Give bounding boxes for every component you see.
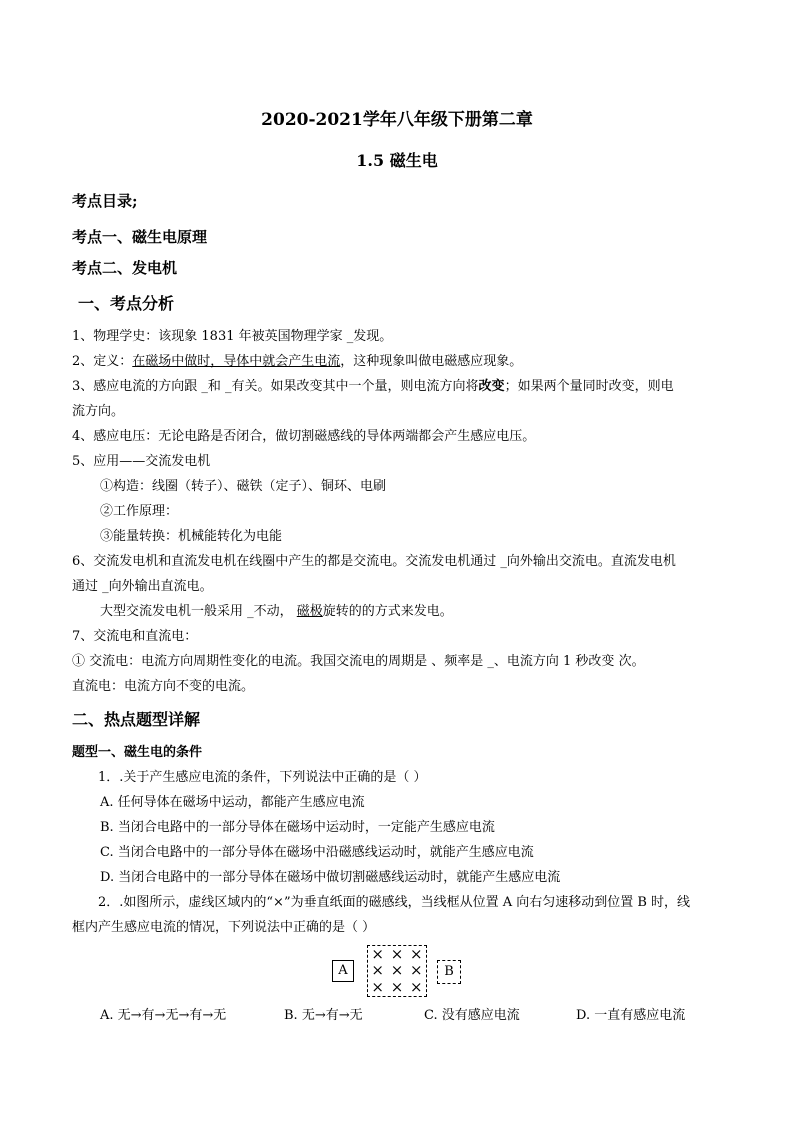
analysis-line-5b: ②工作原理： xyxy=(100,504,179,519)
toc-item-2: 考点二、发电机 xyxy=(72,259,178,277)
analysis-line-4: 4、感应电压：无论电路是否闭合，做切割磁感线的导体两端都会产生感应电压。 xyxy=(72,429,536,444)
question-1-option-d: D. 当闭合电路中的一部分导体在磁场中做切割磁感线运动时，就能产生感应电流 xyxy=(100,870,561,885)
toc-item-1: 考点一、磁生电原理 xyxy=(72,228,208,246)
analysis-line-7b: 直流电：电流方向不变的电流。 xyxy=(72,679,255,694)
generator-rest: 旋转的的方式来发电。 xyxy=(322,604,453,619)
question-2-option-c: C. 没有感应电流 xyxy=(424,1008,520,1023)
generator-underlined: 磁极 xyxy=(296,604,323,619)
analysis-line-7a: ① 交流电：电流方向周期性变化的电流。我国交流电的周期是 、频率是 _、电流方向 1 秒改变 次。 xyxy=(72,654,645,669)
analysis-line-7: 7、交流电和直流电： xyxy=(72,629,198,644)
field-cross-mark: × xyxy=(371,978,384,997)
analysis-line-3 xyxy=(72,378,674,396)
direction-bold: 改变 xyxy=(478,379,505,394)
toc-heading: 考点目录; xyxy=(72,192,138,210)
frame-position-a: A xyxy=(332,960,354,982)
question-1-option-a: A. 任何导体在磁场中运动，都能产生感应电流 xyxy=(100,795,365,810)
field-cross-mark: × xyxy=(410,961,423,980)
question-2-stem: 2．.如图所示，虚线区域内的“×”为垂直纸面的磁感线，当线框从位置 A 向右匀速移动到位置 B 时，线 xyxy=(98,895,691,910)
field-cross-mark: × xyxy=(371,944,384,963)
direction-rest: ；如果两个量同时改变，则电 xyxy=(504,379,674,394)
question-1-option-c: C. 当闭合电路中的一部分导体在磁场中沿磁感线运动时，就能产生感应电流 xyxy=(100,845,534,860)
analysis-line-5c: ③能量转换：机械能转化为电能 xyxy=(100,529,283,544)
magnetic-field-figure xyxy=(332,943,472,999)
analysis-line-6: 6、交流发电机和直流发电机在线圈中产生的都是交流电。交流发电机通过 _向外输出交流电。直流发电机 xyxy=(72,554,676,569)
field-cross-mark: × xyxy=(371,961,384,980)
question-2-option-b: B. 无→有→无 xyxy=(284,1008,363,1023)
analysis-line-6c xyxy=(100,603,453,621)
field-cross-mark: × xyxy=(410,978,423,997)
field-cross-mark: × xyxy=(410,944,423,963)
definition-underlined: 在磁场中做时，导体中就会产生电流 xyxy=(132,354,341,369)
question-2-option-d: D. 一直有感应电流 xyxy=(576,1008,686,1023)
question-2-stem-continued: 框内产生感应电流的情况，下列说法中正确的是（ ） xyxy=(72,920,376,935)
field-cross-mark: × xyxy=(390,961,404,980)
section1-heading: 一、考点分析 xyxy=(78,294,175,313)
analysis-line-1: 1、物理学史：该现象 1831 年被英国物理学家 _发现。 xyxy=(72,329,393,344)
analysis-line-2 xyxy=(72,353,522,371)
frame-position-b: B xyxy=(437,960,461,984)
question-1-option-b: B. 当闭合电路中的一部分导体在磁场中运动时，一定能产生感应电流 xyxy=(100,820,495,835)
field-cross-mark: × xyxy=(390,944,404,963)
analysis-line-5a: ①构造：线圈（转子）、磁铁（定子）、铜环、电刷 xyxy=(100,479,387,494)
magnetic-field-region xyxy=(367,945,427,997)
document-title: 2020-2021学年八年级下册第二章 xyxy=(261,110,533,130)
section2-heading: 二、热点题型详解 xyxy=(72,710,201,729)
document-subtitle: 1.5 磁生电 xyxy=(356,151,438,170)
question-1-stem: 1．.关于产生感应电流的条件，下列说法中正确的是（ ） xyxy=(98,770,427,785)
question-type-1: 题型一、磁生电的条件 xyxy=(72,745,203,760)
definition-rest: ，这种现象叫做电磁感应现象。 xyxy=(340,354,523,369)
direction-text: 3、感应电流的方向跟 _和 _有关。如果改变其中一个量，则电流方向将 xyxy=(72,379,479,394)
generator-text: 大型交流发电机一般采用 _不动， xyxy=(100,604,297,619)
analysis-line-5: 5、应用——交流发电机 xyxy=(72,454,211,469)
analysis-line-6b: 通过 _向外输出直流电。 xyxy=(72,579,213,594)
question-2-option-a: A. 无→有→无→有→无 xyxy=(100,1008,227,1023)
analysis-line-3b: 流方向。 xyxy=(72,404,125,419)
definition-label: 2、定义： xyxy=(72,354,133,369)
field-cross-mark: × xyxy=(390,978,404,997)
